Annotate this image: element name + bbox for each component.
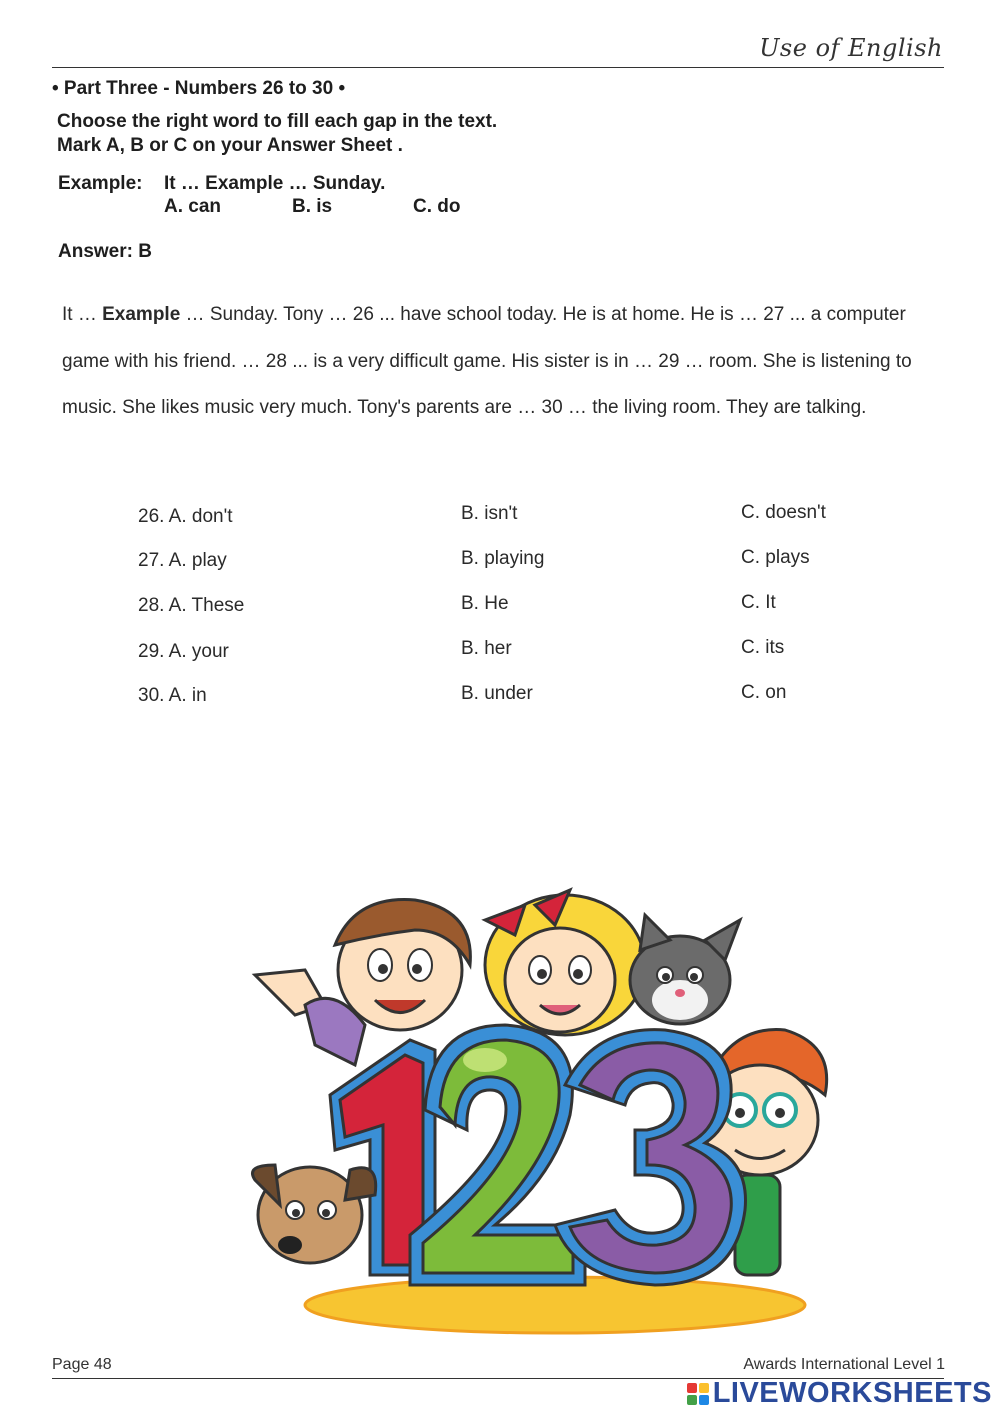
passage xyxy=(62,292,977,432)
passage-line-1 xyxy=(62,292,977,339)
passage-text: … Sunday. Tony … 26 ... have school today. He is at home. He is … 27 ... a computer xyxy=(180,304,906,325)
q27-option-b[interactable]: B. playing xyxy=(461,548,545,569)
liveworksheets-brand[interactable] xyxy=(687,1377,992,1410)
brand-name: LIVEWORKSHEETS xyxy=(712,1377,992,1409)
q26-option-b[interactable]: B. isn't xyxy=(461,503,518,524)
series-name: Awards International Level 1 xyxy=(743,1356,945,1373)
q26-option-a[interactable]: 26. A. don't xyxy=(138,506,233,527)
q27-option-a[interactable]: 27. A. play xyxy=(138,550,227,571)
header-title: Use of English xyxy=(759,34,943,62)
example-sentence: It … Example … Sunday. xyxy=(164,173,386,194)
part-title: • Part Three - Numbers 26 to 30 • xyxy=(52,78,346,99)
q30-option-b[interactable]: B. under xyxy=(461,683,533,704)
passage-line-2: game with his friend. … 28 ... is a very difficult game. His sister is in … 29 … room. She is listening to xyxy=(62,350,912,372)
passage-text: It … xyxy=(62,304,103,325)
example-label: Example: xyxy=(58,173,143,194)
example-option-b: B. is xyxy=(292,196,333,217)
girl xyxy=(485,890,645,1035)
example-answer: Answer: B xyxy=(58,241,152,262)
page-number: Page 48 xyxy=(52,1356,112,1373)
dog xyxy=(253,1165,376,1263)
q29-option-c[interactable]: C. its xyxy=(741,637,785,658)
q28-option-b[interactable]: B. He xyxy=(461,593,509,614)
q26-option-c[interactable]: C. doesn't xyxy=(741,502,826,523)
q29-option-b[interactable]: B. her xyxy=(461,638,512,659)
q28-option-a[interactable]: 28. A. These xyxy=(138,595,245,616)
instruction-line-2: Mark A, B or C on your Answer Sheet . xyxy=(57,135,403,156)
header-rule xyxy=(52,67,944,68)
q29-option-a[interactable]: 29. A. your xyxy=(138,641,229,662)
instructions xyxy=(57,110,497,158)
number-3 xyxy=(555,1030,746,1285)
example-option-c: C. do xyxy=(413,196,461,217)
q30-option-a[interactable]: 30. A. in xyxy=(138,685,207,706)
liveworksheets-logo-icon xyxy=(687,1383,709,1405)
cat xyxy=(630,915,740,1024)
kids-numbers-illustration xyxy=(235,875,845,1340)
q30-option-c[interactable]: C. on xyxy=(741,682,787,703)
instruction-line-1: Choose the right word to fill each gap in the text. xyxy=(57,111,498,132)
example-option-a: A. can xyxy=(164,196,222,217)
q28-option-c[interactable]: C. It xyxy=(741,592,776,613)
q27-option-c[interactable]: C. plays xyxy=(741,547,810,568)
passage-example-word: Example xyxy=(102,304,181,325)
boy-left xyxy=(255,900,470,1065)
passage-line-3: music. She likes music very much. Tony's parents are … 30 … the living room. They are talking. xyxy=(62,397,867,418)
